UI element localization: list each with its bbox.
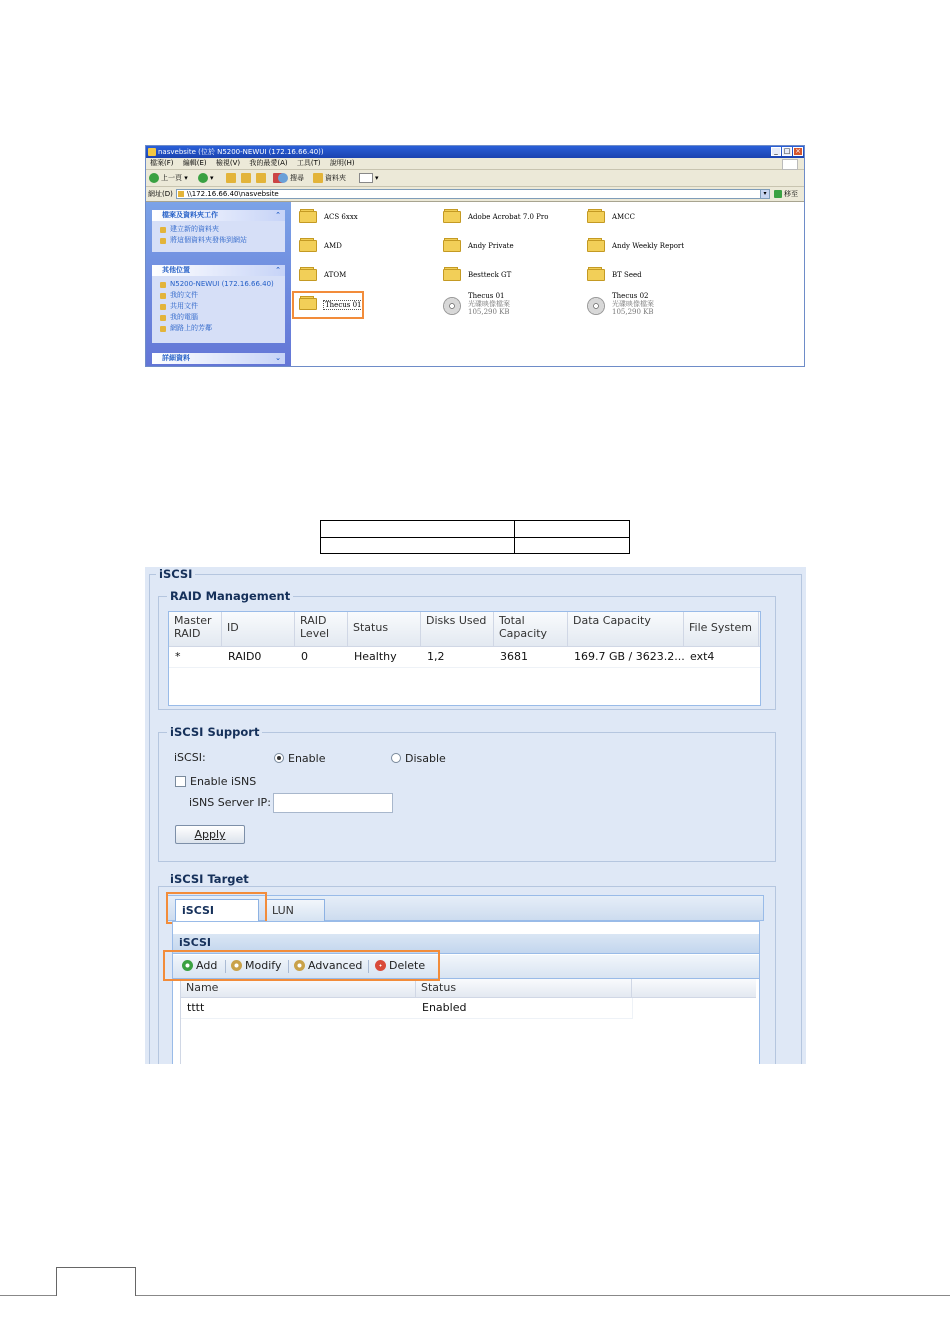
views-icon [359,173,373,183]
isns-server-ip-input[interactable] [273,793,393,813]
folder-icon [299,238,317,252]
windows-logo-icon [782,159,798,170]
folder-icon [443,267,461,281]
copy-to-button[interactable] [256,172,268,184]
iscsi-support-title: iSCSI Support [167,725,262,739]
iscsi-label: iSCSI: [174,751,206,764]
place-network[interactable]: 網路上的芳鄰 [160,323,285,334]
cell-file-system: ext4 [690,650,715,663]
forward-button[interactable]: ▾ [198,172,214,184]
folder-icon [178,191,184,197]
address-label: 網址(D) [148,190,173,198]
apply-button[interactable]: Apply [175,825,245,844]
disable-label[interactable]: Disable [405,752,446,765]
delete-button[interactable]: Delete [375,957,425,975]
target-panel-title: iSCSI [173,934,759,954]
menu-view[interactable]: 檢視(V) [215,159,241,167]
cell-total-capacity: 3681 [500,650,528,663]
details-pane [152,353,285,364]
task-new-folder[interactable]: 建立新的資料夾 [160,224,285,235]
advanced-button[interactable]: Advanced [294,957,362,975]
explorer-window: nasvebsite (位於 N5200-NEWUI (172.16.66.40)) _ □ × 檔案(F) 編輯(E) 檢視(V) 我的最愛(A) 工具(T) 說明(H) 上一頁 ▾ ▾ 搜尋 資料夾 ▾ 網址(D) \\172.16.66.40\nasvebsite ▾ 移至 檔案及資料夾工作 ⌃ 建立新的資料夾 將這個資料夾發佈到網站 其他位置 ⌃ N5200-NEWUI (172.16.66.40) 我的文件 共用文件 我的電腦 網路上的芳鄰 詳細資料 ⌄ ACS 6xxx Adobe Acrobat 7.0 Pro AMCC AMD Andy Private Andy Weekly Report ATOM Bestteck GT BT Seed Thecus 01 Thecus 01 光碟映像檔案 105,290 KB Thecus 02 光碟映像檔案 105,290 KB [145,145,805,367]
col-total-capacity[interactable]: Total Capacity [494,612,568,646]
target-panel [172,921,760,1064]
folders-icon [313,173,323,183]
enable-label[interactable]: Enable [288,752,326,765]
menu-bar [146,158,804,170]
expand-icon[interactable]: ⌄ [275,354,281,362]
disc-image-icon [587,297,605,315]
iscsi-panel [145,567,806,1064]
place-shared-documents[interactable]: 共用文件 [160,301,285,312]
footer-line [0,1295,950,1296]
folder-icon [299,209,317,223]
enable-radio[interactable] [274,753,284,763]
menu-help[interactable]: 說明(H) [329,159,355,167]
menu-favorites[interactable]: 我的最愛(A) [249,159,288,167]
explorer-title-bar [146,146,804,158]
iscsi-target-title: iSCSI Target [167,872,252,886]
table-cell [321,537,515,554]
search-button[interactable]: 搜尋 [278,172,304,184]
address-dropdown-button[interactable]: ▾ [760,189,770,199]
iscsi-title: iSCSI [156,567,195,581]
table-cell [321,521,515,538]
disable-radio[interactable] [391,753,401,763]
col-status[interactable]: Status [416,979,632,997]
folder-icon [299,267,317,281]
views-button[interactable]: ▾ [359,172,379,184]
tasks-pane-title: 檔案及資料夾工作 [162,211,218,219]
menu-edit[interactable]: 編輯(E) [182,159,207,167]
folders-button[interactable]: 資料夾 [313,172,346,184]
target-grid [180,979,756,1064]
details-pane-title: 詳細資料 [162,354,190,362]
cell-data-capacity: 169.7 GB / 3623.2... [574,650,685,663]
col-status[interactable]: Status [348,612,421,646]
cell-master-raid: * [175,650,181,663]
forward-arrow-icon [198,173,208,183]
cell-id: RAID0 [228,650,262,663]
up-button[interactable] [226,172,238,184]
window-title: nasvebsite (位於 N5200-NEWUI (172.16.66.40)) [158,148,324,156]
caption-table [320,520,630,554]
collapse-icon[interactable]: ⌃ [275,266,281,274]
add-button[interactable]: Add [182,957,217,975]
collapse-icon[interactable]: ⌃ [275,211,281,219]
highlight-box [292,291,364,319]
col-name[interactable]: Name [181,979,416,997]
tab-iscsi-target[interactable]: iSCSI [175,899,259,921]
address-bar [146,187,804,202]
task-pane [146,202,291,367]
address-input[interactable]: \\172.16.66.40\nasvebsite [176,189,770,199]
target-grid-header [181,979,756,998]
raid-management-title: RAID Management [167,589,293,603]
tasks-pane [152,210,285,252]
folder-icon [587,267,605,281]
table-cell [515,537,630,554]
close-button[interactable]: × [793,147,803,156]
menu-tools[interactable]: 工具(T) [296,159,321,167]
place-my-computer[interactable]: 我的電腦 [160,312,285,323]
enable-isns-label[interactable]: Enable iSNS [190,775,257,788]
modify-button[interactable]: Modify [231,957,281,975]
folder-icon [148,148,156,156]
cell-status: Healthy [354,650,397,663]
col-raid-level[interactable]: RAID Level [295,612,348,646]
page-number-tab [56,1267,136,1296]
move-to-button[interactable] [241,172,253,184]
back-arrow-icon [149,173,159,183]
col-id[interactable]: ID [222,612,295,646]
copy-icon [256,173,266,183]
folder-icon [587,238,605,252]
place-server[interactable]: N5200-NEWUI (172.16.66.40) [160,279,285,290]
move-icon [241,173,251,183]
table-row[interactable] [169,647,760,668]
task-publish-folder[interactable]: 將這個資料夾發佈到網站 [160,235,285,246]
up-folder-icon [226,173,236,183]
back-button[interactable]: 上一頁 ▾ [149,172,188,184]
folder-icon [587,209,605,223]
places-pane [152,265,285,343]
col-file-system[interactable]: File System [684,612,759,646]
isns-server-ip-label: iSNS Server IP: [189,796,271,809]
table-cell [515,521,630,538]
cell-name: tttt [187,1001,205,1014]
raid-grid-header [169,612,760,647]
highlight-box [163,950,440,981]
tab-lun-acl[interactable]: LUN [265,899,325,921]
col-disks-used[interactable]: Disks Used [421,612,494,646]
enable-isns-checkbox[interactable] [175,776,186,787]
disc-image-icon [443,297,461,315]
highlight-box [166,892,267,924]
table-row[interactable] [181,998,633,1019]
menu-file[interactable]: 檔案(F) [150,159,174,167]
folder-icon [443,209,461,223]
col-master-raid[interactable]: Master RAID [169,612,222,646]
places-pane-title: 其他位置 [162,266,190,274]
col-data-capacity[interactable]: Data Capacity [568,612,684,646]
cell-raid-level: 0 [301,650,308,663]
maximize-button[interactable]: □ [783,147,791,155]
minimize-button[interactable]: _ [771,147,781,156]
cell-disks-used: 1,2 [427,650,445,663]
raid-grid [168,611,761,706]
go-arrow-icon [774,190,782,198]
go-button[interactable]: 移至 [774,187,798,201]
cell-status: Enabled [422,1001,467,1014]
explorer-toolbar [146,170,804,187]
place-my-documents[interactable]: 我的文件 [160,290,285,301]
search-icon [278,173,288,183]
folder-icon [443,238,461,252]
